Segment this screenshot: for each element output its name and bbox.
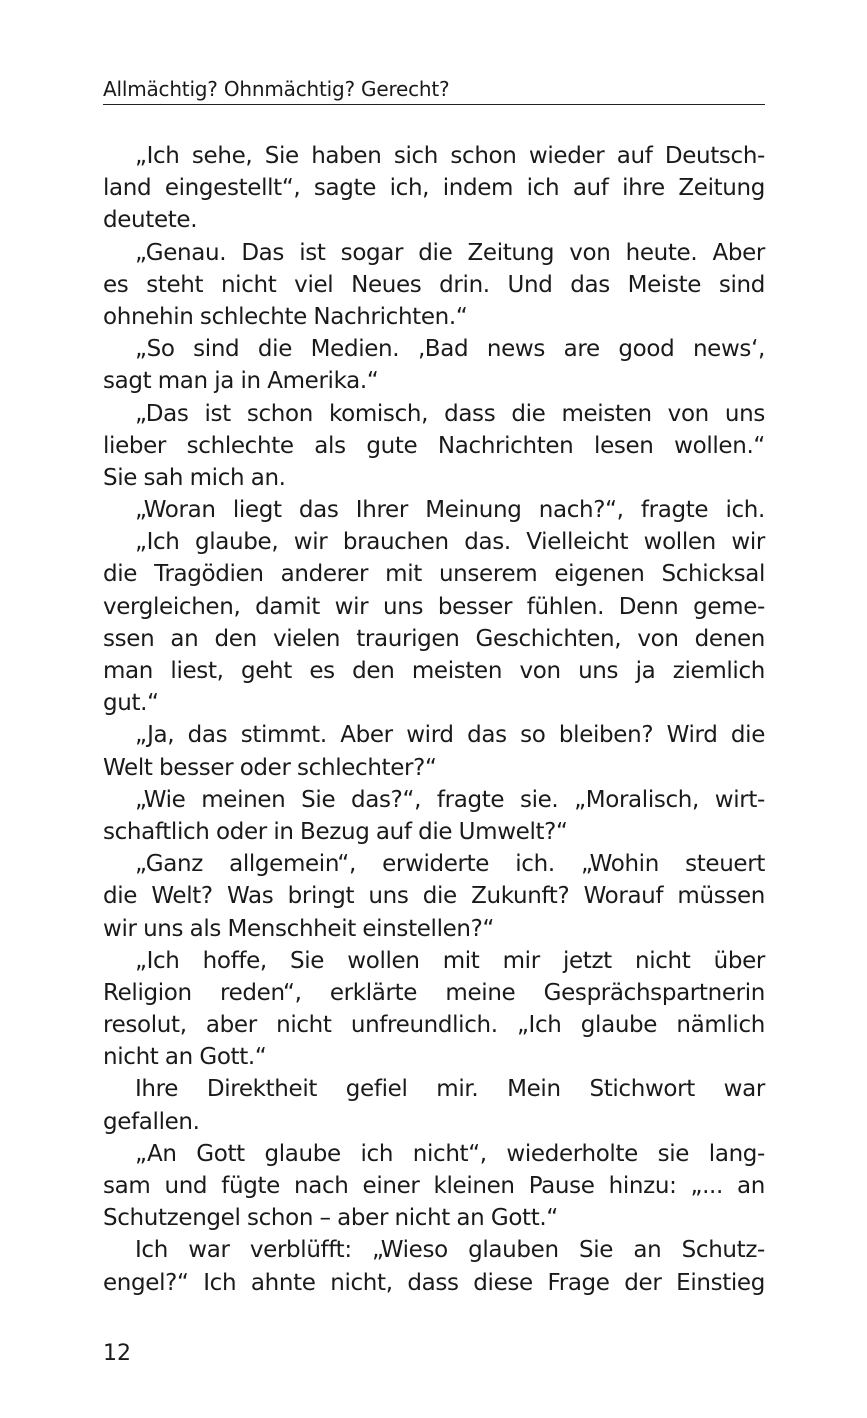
text-line: „Wie meinen Sie das?“, fragte sie. „Moralisch, wirt- [135,786,765,813]
text-line: „Ja, das stimmt. Aber wird das so bleiben? Wird die [135,722,765,749]
text-line: es steht nicht viel Neues drin. Und das Meiste sind [103,271,765,298]
page-number: 12 [103,1341,131,1366]
text-line: Welt besser oder schlechter?“ [103,754,437,781]
text-line: Ihre Direktheit gefiel mir. Mein Stichwort war [135,1076,765,1103]
text-line: „Genau. Das ist sogar die Zeitung von heute. Aber [135,239,765,266]
text-line: „So sind die Medien. ‚Bad news are good news‘, [135,336,765,363]
running-head: Allmächtig? Ohnmächtig? Gerecht? [103,76,765,105]
text-line: resolut, aber nicht unfreundlich. „Ich glaube nämlich [103,1012,765,1039]
text-line: „Ich sehe, Sie haben sich schon wieder auf Deutsch- [135,143,765,169]
text-line: deutete. [103,207,198,234]
text-line: die Tragödien anderer mit unserem eigenen Schicksal [103,561,765,588]
text-line: „Ganz allgemein“, erwiderte ich. „Wohin steuert [135,851,765,878]
text-line: ohnehin schlechte Nachrichten.“ [103,303,468,330]
text-line: die Welt? Was bringt uns die Zukunft? Worauf müssen [103,883,765,910]
text-line: Ich war verblüfft: „Wieso glauben Sie an Schutz- [135,1237,765,1264]
text-line: wir uns als Menschheit einstellen?“ [103,915,495,942]
text-line: „Ich glaube, wir brauchen das. Vielleicht wollen wir [135,529,765,556]
text-line: gefallen. [103,1108,200,1135]
text-line: engel?“ Ich ahnte nicht, dass diese Frage der Einstieg [103,1269,765,1296]
text-line: Religion reden“, erklärte meine Gesprächspartnerin [103,979,765,1006]
text-line: land eingestellt“, sagte ich, indem ich auf ihre Zeitung [103,175,765,202]
text-line: lieber schlechte als gute Nachrichten lesen wollen.“ [103,432,765,459]
text-line: gut.“ [103,690,159,717]
text-line: schaftlich oder in Bezug auf die Umwelt?“ [103,818,568,845]
text-line: „Woran liegt das Ihrer Meinung nach?“, fragte ich. [135,497,765,524]
text-line: Schutzengel schon – aber nicht an Gott.“ [103,1205,558,1232]
text-line: sagt man ja in Amerika.“ [103,368,379,395]
text-line: nicht an Gott.“ [103,1044,267,1071]
text-line: „Das ist schon komisch, dass die meisten von uns [135,400,765,427]
text-line: ssen an den vielen traurigen Geschichten, von denen [103,625,765,652]
text-line: Sie sah mich an. [103,464,286,491]
text-line: man liest, geht es den meisten von uns ja ziemlich [103,658,765,684]
body-text [103,140,765,1299]
text-line: „Ich hoffe, Sie wollen mit mir jetzt nicht über [135,947,765,974]
text-line: vergleichen, damit wir uns besser fühlen. Denn geme- [103,593,765,620]
text-line: „An Gott glaube ich nicht“, wiederholte sie lang- [135,1140,765,1167]
text-line: sam und fügte nach einer kleinen Pause hinzu: „... an [103,1173,765,1199]
